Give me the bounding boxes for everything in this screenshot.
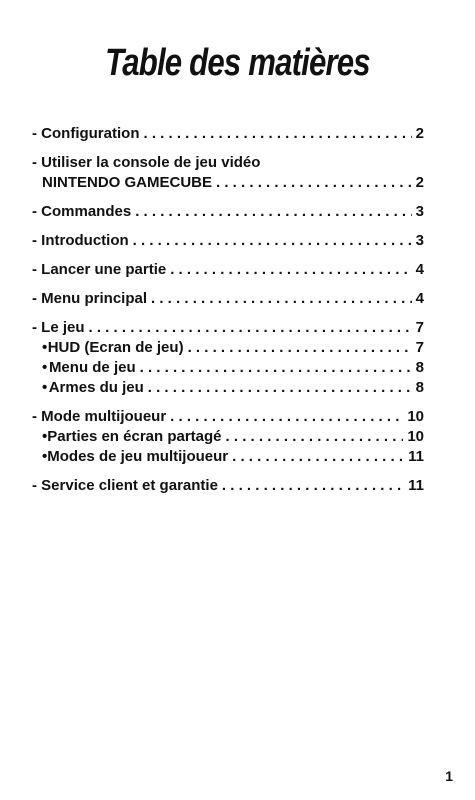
toc-group-commandes [32, 202, 424, 222]
toc-subentry[interactable] [32, 447, 424, 467]
toc-entry-label: - Le jeu [32, 319, 85, 336]
toc-leader-dots [216, 173, 412, 193]
toc-group-multijoueur [32, 407, 424, 467]
toc-entry[interactable] [32, 476, 424, 496]
toc-entry-label: HUD (Ecran de jeu) [47, 339, 184, 356]
toc-entry-label: - Commandes [32, 203, 132, 220]
toc-group-menu-principal [32, 289, 424, 309]
toc-leader-dots [148, 378, 412, 398]
toc-entry-page: 4 [415, 290, 424, 307]
toc-leader-dots [135, 202, 411, 222]
toc-entry-label: NINTENDO GAMECUBE [42, 174, 213, 191]
toc-subentry[interactable] [32, 378, 424, 398]
toc-subentry[interactable] [32, 427, 424, 447]
toc-leader-dots [89, 318, 412, 338]
page-number: 1 [445, 768, 453, 784]
bullet-icon: • [42, 448, 48, 465]
toc-group-lancer [32, 260, 424, 280]
toc-leader-dots [170, 260, 411, 280]
toc-entry[interactable] [32, 231, 424, 251]
toc-entry-page: 3 [415, 232, 424, 249]
toc-entry-page: 10 [407, 408, 424, 425]
toc-entry-page: 2 [415, 125, 424, 142]
toc-entry-page: 11 [408, 477, 424, 494]
toc-entry-label: Modes de jeu multijoueur [47, 448, 229, 465]
toc-group-console [32, 153, 424, 193]
toc-entry-page: 7 [415, 319, 424, 336]
toc-entry[interactable] [32, 173, 424, 193]
table-of-contents [32, 124, 424, 505]
toc-entry-page: 4 [415, 261, 424, 278]
toc-entry-label: - Configuration [32, 125, 140, 142]
toc-entry-page: 11 [408, 448, 424, 465]
toc-entry-page: 10 [407, 428, 424, 445]
toc-entry[interactable] [32, 202, 424, 222]
toc-entry-label: - Introduction [32, 232, 129, 249]
toc-entry[interactable] [32, 289, 424, 309]
toc-leader-dots [188, 338, 412, 358]
toc-entry-page: 3 [415, 203, 424, 220]
toc-entry-label: - Menu principal [32, 290, 148, 307]
toc-subentry[interactable] [32, 358, 424, 378]
toc-subentry[interactable] [32, 338, 424, 358]
toc-group-le-jeu [32, 318, 424, 398]
toc-entry-label: - Service client et garantie [32, 477, 218, 494]
toc-entry-line [32, 153, 424, 173]
toc-entry-label: Menu de jeu [48, 359, 136, 376]
toc-entry-label: Parties en écran partagé [47, 428, 222, 445]
bullet-icon: • [42, 359, 48, 376]
toc-entry-label: - Utiliser la console de jeu vidéo [32, 154, 261, 171]
toc-leader-dots [232, 447, 404, 467]
toc-entry-page: 7 [415, 339, 424, 356]
bullet-icon: • [42, 379, 48, 396]
toc-group-introduction [32, 231, 424, 251]
toc-entry-label: - Lancer une partie [32, 261, 167, 278]
toc-entry-label: Armes du jeu [48, 379, 144, 396]
toc-leader-dots [143, 124, 411, 144]
toc-leader-dots [222, 476, 404, 496]
toc-entry-page: 8 [415, 359, 424, 376]
toc-entry[interactable] [32, 124, 424, 144]
toc-entry-page: 2 [415, 174, 424, 191]
page-title: Table des matières [105, 42, 370, 84]
toc-entry-page: 8 [415, 379, 424, 396]
toc-entry-label: - Mode multijoueur [32, 408, 167, 425]
toc-leader-dots [151, 289, 412, 309]
toc-group-service-client [32, 476, 424, 496]
toc-leader-dots [140, 358, 412, 378]
toc-leader-dots [226, 427, 404, 447]
toc-group-configuration [32, 124, 424, 144]
toc-entry[interactable] [32, 318, 424, 338]
toc-leader-dots [170, 407, 403, 427]
bullet-icon: • [42, 428, 48, 445]
toc-leader-dots [133, 231, 412, 251]
toc-entry[interactable] [32, 407, 424, 427]
bullet-icon: • [42, 339, 48, 356]
toc-entry[interactable] [32, 260, 424, 280]
